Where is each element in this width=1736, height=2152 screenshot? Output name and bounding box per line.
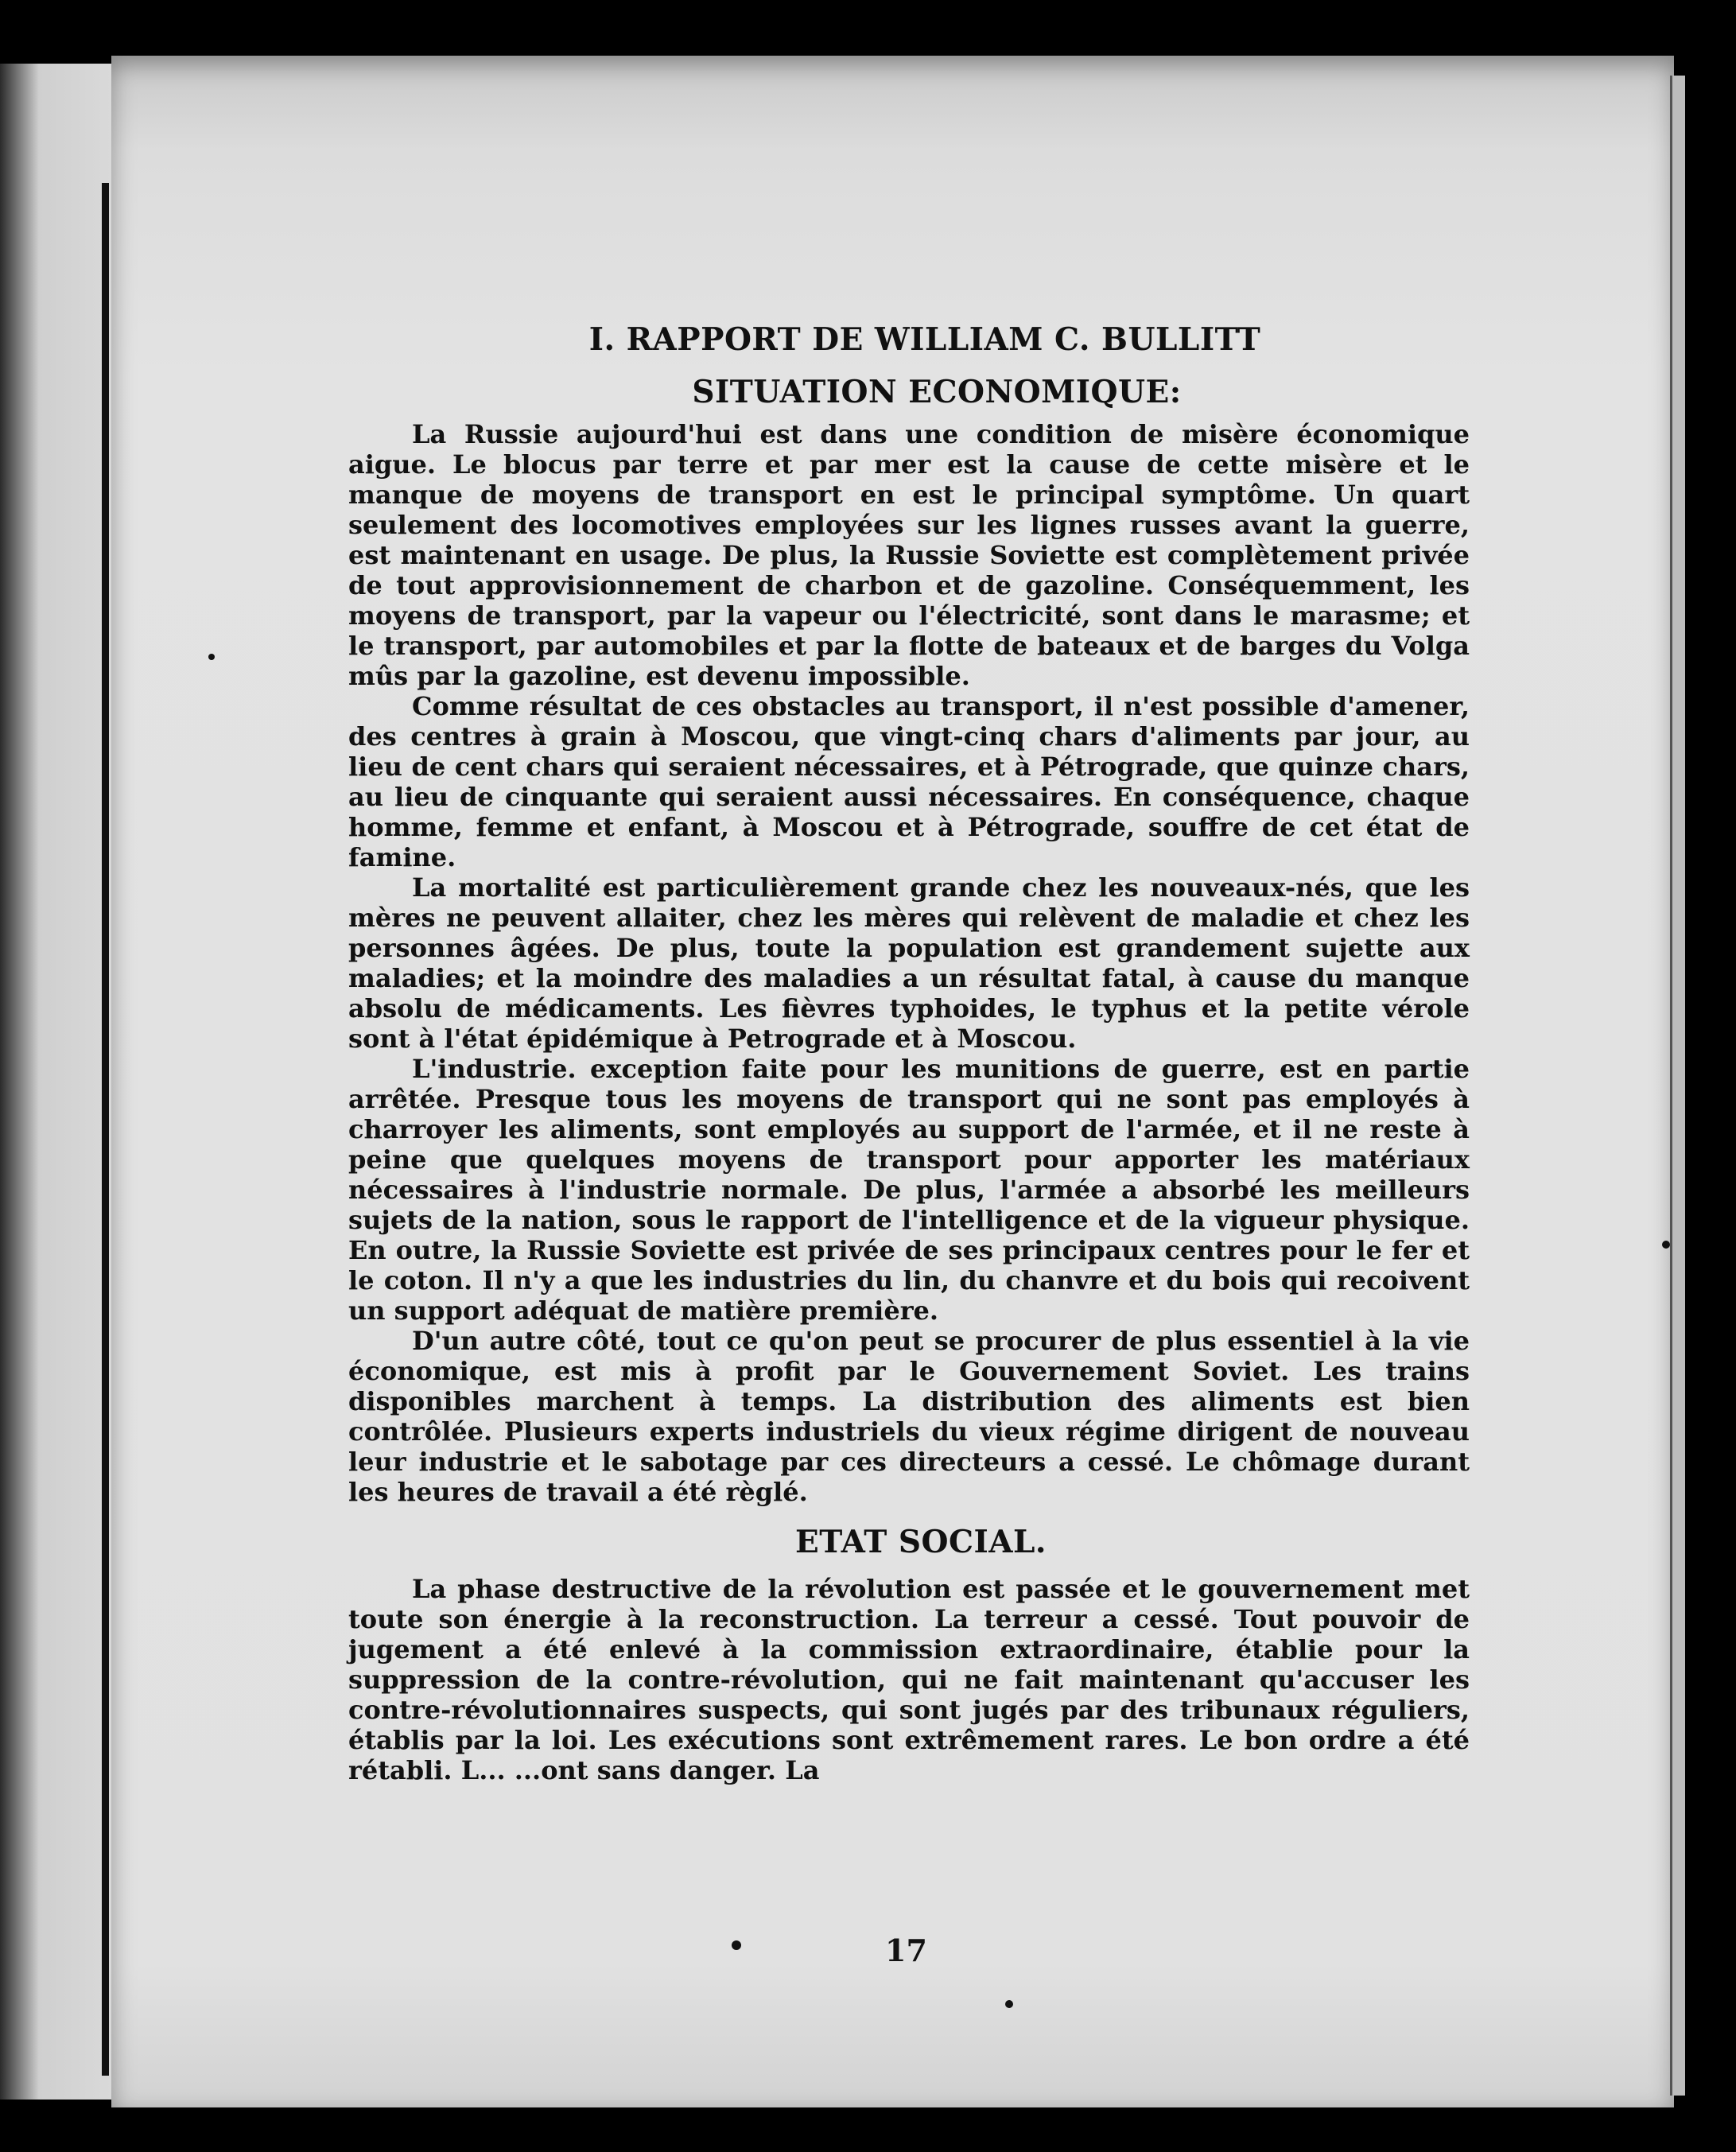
- paragraph: La Russie aujourd'hui est dans une condition de misère économique aigue. Le blocus par terre et par mer est la cause de cette misère et le manque de moyens de transport en est le principal symptôme. Un quart seulement des locomotives employées sur les lignes russes avant la guerre, est maintenant en usage. De plus, la Russie Soviette est complètement privée de tout approvisionnement de charbon et de gazoline. Conséquemment, les moyens de transport, par la vapeur ou l'électricité, sont dans le marasme; et le transport, par automobiles et par la flotte de bateaux et de barges du Volga mûs par la gazoline, est devenu impossible.: [348, 419, 1470, 691]
- page-right-edge: [1670, 76, 1685, 2096]
- scan-speck: [732, 1940, 741, 1950]
- paragraph: Comme résultat de ces obstacles au transport, il n'est possible d'amener, des centres à grain à Moscou, que vingt-cinq chars d'aliments par jour, au lieu de cent chars qui seraient nécessaires, et à Pétrograde, que quinze chars, au lieu de cinquante qui seraient aussi nécessaires. En conséquence, chaque homme, femme et enfant, à Moscou et à Pétrograde, souffre de cet état de famine.: [348, 691, 1470, 872]
- page-number: 17: [885, 1933, 927, 1968]
- paragraph: La phase destructive de la révolution est passée et le gouvernement met toute son énergie à la reconstruction. La terreur a cessé. Tout pouvoir de jugement a été enlevé à la commission extraordinaire, établie pour la suppression de la contre-révolution, qui ne fait maintenant qu'accuser les contre-révolutionnaires suspects, qui sont jugés par des tribunaux réguliers, établis par la loi. Les exécutions sont extrêmement rares. Le bon ordre a été rétabli. L... ...ont sans danger. La: [348, 1574, 1470, 1785]
- scan-speck: [208, 654, 215, 660]
- paragraph: L'industrie. exception faite pour les munitions de guerre, est en partie arrêtée. Presque tous les moyens de transport qui ne sont pas employés à charroyer les aliments, sont employés au support de l'armée, et il ne reste à peine que quelques moyens de transport pour apporter les matériaux nécessaires à l'industrie normale. De plus, l'armée a absorbé les meilleurs sujets de la nation, sous le rapport de l'intelligence et de la vigueur physique. En outre, la Russie Soviette est privée de ses principaux centres pour le fer et le coton. Il n'y a que les industries du lin, du chanvre et du bois qui recoivent un support adéquat de matière première.: [348, 1054, 1470, 1326]
- section-heading-social: ETAT SOCIAL.: [794, 1524, 1047, 1560]
- scan-speck: [1005, 2000, 1013, 2008]
- previous-page-edge: [0, 64, 111, 2100]
- section-heading-economic: SITUATION ECONOMIQUE:: [692, 374, 1182, 410]
- document-body: [348, 322, 1470, 1785]
- scan-speck: [1662, 1241, 1670, 1249]
- paragraph: D'un autre côté, tout ce qu'on peut se procurer de plus essentiel à la vie économique, est mis à profit par le Gouvernement Soviet. Les trains disponibles marchent à temps. La distribution des aliments est bien contrôlée. Plusieurs experts industriels du vieux régime dirigent de nouveau leur industrie et le sabotage par ces directeurs a cessé. Le chômage durant les heures de travail a été règlé.: [348, 1326, 1470, 1507]
- document-title: I. RAPPORT DE WILLIAM C. BULLITT: [588, 321, 1261, 358]
- paragraph: La mortalité est particulièrement grande chez les nouveaux-nés, que les mères ne peuvent allaiter, chez les mères qui relèvent de maladie et chez les personnes âgées. De plus, toute la population est grandement sujette aux maladies; et la moindre des maladies a un résultat fatal, à cause du manque absolu de médicaments. Les fièvres typhoides, le typhus et la petite vérole sont à l'état épidémique à Petrograde et à Moscou.: [348, 872, 1470, 1054]
- binding-rule: [102, 183, 109, 2076]
